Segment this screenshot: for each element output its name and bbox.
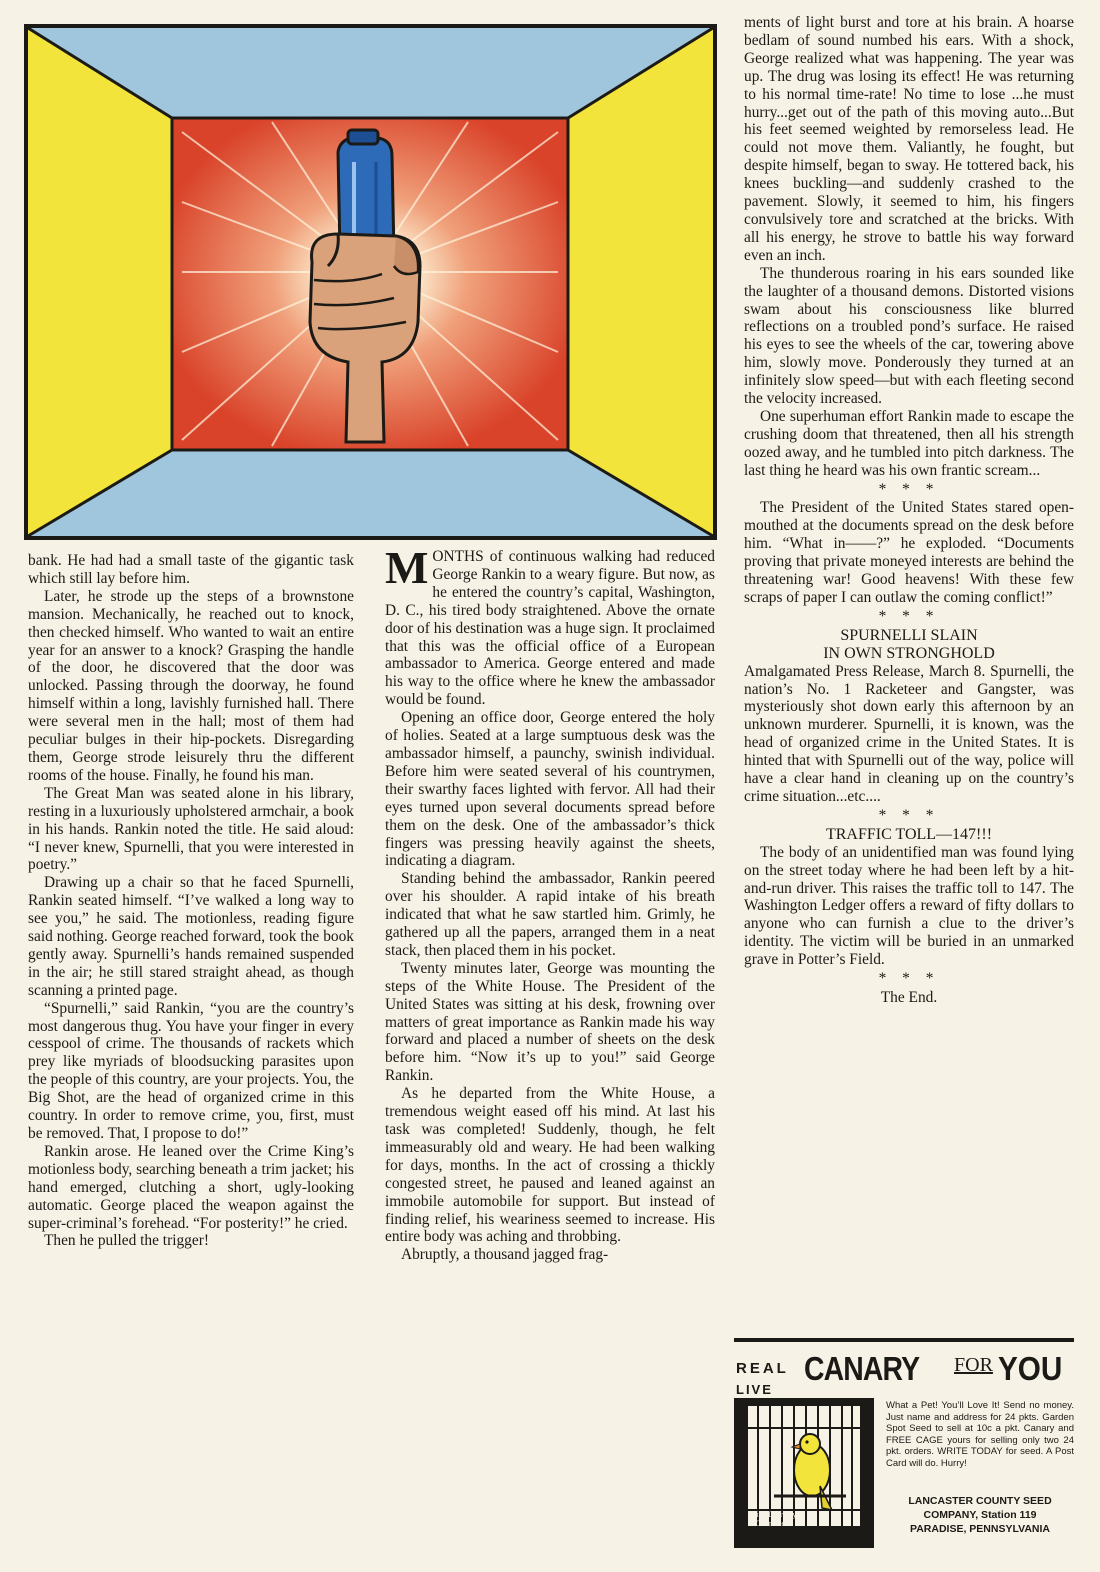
ad-for: FOR: [954, 1354, 993, 1376]
opening-paragraph: [385, 542, 715, 709]
paragraph: The Great Man was seated alone in his library, resting in a luxuriously upholstered armchair, a book in his hands. Rankin noted the title. He said aloud: “I never knew, Spurnelli, that you were interested in poetry.”: [28, 784, 354, 874]
text-column-middle: [385, 542, 715, 1264]
section-divider: * * *: [878, 480, 940, 498]
paragraph: Rankin arose. He leaned over the Crime King’s motionless body, searching beneath a trim jacket; his hand emerged, clutching a short, ugly-looking automatic. George placed the weapon against the super-criminal’s forehead. “For posterity!” he cried.: [28, 1142, 354, 1232]
the-end: The End.: [880, 988, 938, 1006]
paragraph: ments of light burst and tore at his brain. A hoarse bedlam of sound numbed his ears. With a shock, George realized what was happening. The year was up. The drug was losing its effect! He was returning to his normal time-rate! No time to lose ...he must hurry...get out of the path of this moving auto...But his feet seemed weighted by remorseless lead. He could not move them. Valiantly, he fought, but despite himself, began to sway. He tottered back, his knees buckling—and suddenly crashed to the pavement. Slowly, it seemed to him, his fingers convulsively tore and scratched at the bricks. With all his energy, he strove to battle his way forward even an inch.: [744, 14, 1074, 264]
ad-company-line: LANCASTER COUNTY SEED: [908, 1495, 1052, 1507]
paragraph: Drawing up a chair so that he faced Spurnelli, Rankin seated himself. “I’ve walked a long way to see you,” he said. The motionless, reading figure said nothing. George reached forward, took the book gently away. Spurnelli’s hands remained suspended in the air; he still stared straight ahead, as though scanning a printed page.: [28, 874, 354, 999]
paragraph: Twenty minutes later, George was mounting the steps of the White House. The President of the United States was sitting at his desk, frowning over matters of great importance as Rankin made his way forward and placed a number of sheets on the desk before him. “Now it’s up to you!” said George Rankin.: [385, 959, 715, 1085]
ad-guarantee: Live Delivery Guaranteed: [751, 1510, 797, 1528]
paragraph: Later, he strode up the steps of a brownstone mansion. Mechanically, he reached out to knock, then checked himself. Who wanted to wait an entire year for an answer to a knock? Grasping the handle of the door, he discovered that the door was unlocked. Passing through the doorway, he found himself within a long, lavishly furnished hall. There were several men in the hall; most of them had peculiar bulges in their hip-pockets. Disregarding them, George strode leisurely thru the different rooms of the house. Finally, he found his man.: [28, 587, 354, 784]
news-paragraph: Amalgamated Press Release, March 8. Spurnelli, the nation’s No. 1 Racketeer and Gangster, was mysteriously shot down early this afternoon by an unknown murderer. Spurnelli, it is known, was the head of organized crime in the United States. It is hinted that with Spurnelli out of the way, police will have a clear hand in cleaning up on the country’s crime situation...etc....: [744, 662, 1074, 805]
section-divider: * * *: [878, 607, 940, 625]
paragraph: The President of the United States stared open-mouthed at the documents spread on the desk before him. “What in——?” he exploded. “Documents proving that private moneyed interests are behind the threatening war! Good heavens! With these few scraps of paper I can outlaw the coming conflict!”: [744, 499, 1074, 606]
ad-body-text: What a Pet! You’ll Love It! Send no money. Just name and address for 24 pkts. Garden Spot Seed to sell at 10c a pkt. Canary and FREE CAGE yours for selling only two 24 pkt. orders. WRITE TODAY for seed. A Post Card will do. Hurry!: [886, 1400, 1074, 1469]
ad-real: REAL: [736, 1360, 789, 1377]
paragraph: The thunderous roaring in his ears sounded like the laughter of a thousand demons. Distorted visions swam about his consciousness like blurred reflections on a troubled pond’s surface. He raised his eyes to see the wheels of the car, towering above him, slowly move. Ponderously they turned at an infinitely slow speed—but with each fleeting second the velocity increased.: [744, 264, 1074, 408]
news-headline-line2: IN OWN STRONGHOLD: [823, 644, 995, 662]
section-divider: * * *: [878, 970, 940, 988]
ad-live: LIVE: [736, 1382, 773, 1397]
ad-company-line: COMPANY, Station 119: [923, 1509, 1037, 1521]
ad-you: YOU: [998, 1350, 1063, 1387]
paragraph: Opening an office door, George entered the holy of holies. Seated at a large sumptuous desk was the ambassador himself, a paunchy, swinish individual. Before him were seated several of his countrymen, their swarthy faces lighted with fervor. All had their eyes turned upon several documents spread before them on the desk. One of the ambassador’s thick fingers was pressing heavily against the sheets, indicating a diagram.: [385, 709, 715, 870]
text-column-left: [28, 552, 354, 1250]
paragraph: Standing behind the ambassador, Rankin peered over his shoulder. A rapid intake of his breath indicated that what he saw startled him. Grimly, he gathered up all the papers, arranged them in a neat stack, then placed them in his pocket.: [385, 870, 715, 959]
section-divider: * * *: [878, 806, 940, 824]
canary-advertisement: [734, 1338, 1074, 1556]
paragraph: Abruptly, a thousand jagged frag-: [401, 1246, 609, 1264]
paragraph: bank. He had had a small taste of the gigantic task which still lay before him.: [28, 552, 354, 587]
drop-cap: M: [385, 542, 429, 593]
news-headline: SPURNELLI SLAIN: [840, 626, 978, 644]
paragraph: Then he pulled the trigger!: [44, 1232, 209, 1250]
news-paragraph: The body of an unidentified man was found lying on the street today where he had been left by a hit-and-run driver. This raises the traffic toll to 147. The Washington Ledger offers a reward of fifty dollars to anyone who can furnish a clue to the driver’s identity. The victim will be buried in an unmarked grave in Potter’s Field.: [744, 843, 1074, 969]
ad-canary: CANARY: [804, 1350, 920, 1387]
ad-company-line: PARADISE, PENNSYLVANIA: [909, 1523, 1051, 1535]
text-column-right: [744, 14, 1074, 1007]
ad-headline: [734, 1346, 1074, 1397]
gun-illustration: [22, 22, 719, 542]
paragraph: “Spurnelli,” said Rankin, “you are the country’s most dangerous thug. You have your finger in every cesspool of crime. The thousands of rackets which prey like myriads of bloodsucking parasites upon the people of this country, are your projects. You, the Big Shot, are the head of organized crime in this country. In order to remove crime, you, first, must be removed. That, I propose to do!”: [28, 999, 354, 1142]
paragraph: One superhuman effort Rankin made to escape the crushing doom that threatened, then all his strength oozed away, and he tumbled into pitch darkness. The last thing he heard was his own frantic scream...: [744, 407, 1074, 479]
ad-company: [886, 1494, 1074, 1536]
news-headline: TRAFFIC TOLL—147!!!: [825, 825, 993, 843]
opening-text: ONTHS of continuous walking had reduced George Rankin to a weary figure. But now, as he entered the country’s capital, Washington, D. C., his tired body straightened. Above the ornate door of his destination was a huge sign. It proclaimed that this was the official office of a European ambassador to America. George entered and made his way to the office where he knew the ambassador would be found.: [385, 548, 715, 709]
hand-holding-pistol-icon: [22, 22, 719, 542]
paragraph: As he departed from the White House, a tremendous weight eased off his mind. At last his task was completed! Suddenly, though, he felt immeasurably old and weary. He had been walking for days, months. In the act of crossing a thickly congested street, he paused and leaned against an immobile automobile for support. But instead of finding relief, his weariness seemed to increase. His entire body was aching and throbbing.: [385, 1085, 715, 1246]
